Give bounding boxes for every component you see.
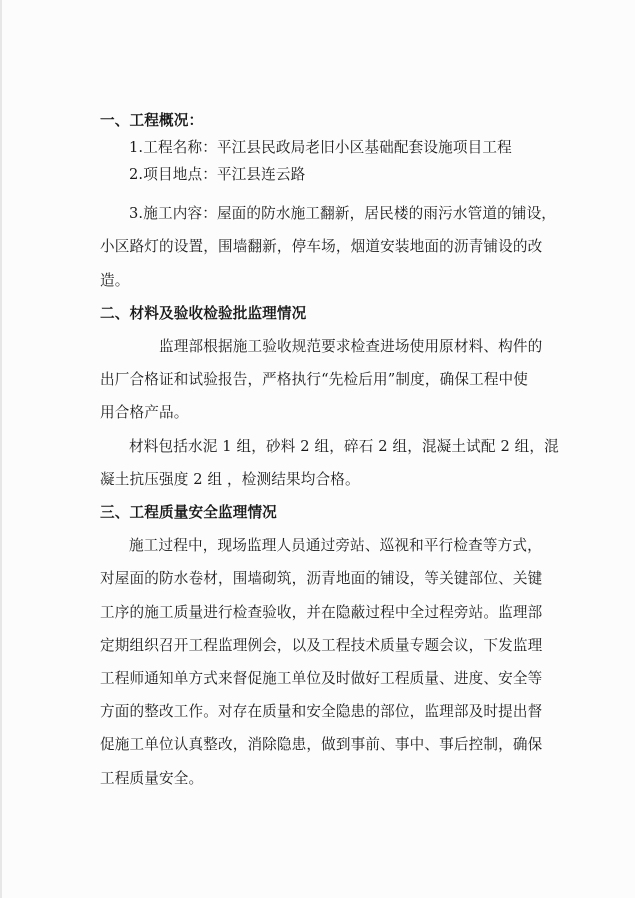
section-1-heading: 一、工程概况：	[100, 112, 204, 129]
materials-paragraph-line-2: 出厂合格证和试验报告，严格执行“先检后用”制度，确保工程中使	[100, 371, 529, 388]
materials-paragraph-line-3: 用合格产品。	[100, 404, 189, 421]
quality-safety-line-8: 工程质量安全。	[100, 770, 204, 787]
section-2-heading: 二、材料及验收检验批监理情况	[100, 305, 307, 322]
section-3-heading: 三、工程质量安全监理情况	[100, 504, 277, 521]
quality-safety-line-6: 方面的整改工作。对存在质量和安全隐患的部位，监理部及时提出督	[100, 703, 543, 720]
materials-list-line-1: 材料包括水泥 1 组，砂料 2 组，碎石 2 组，混凝土试配 2 组，混	[129, 438, 559, 455]
quality-safety-line-7: 促施工单位认真整改，消除隐患，做到事前、事中、事后控制，确保	[100, 736, 543, 753]
construction-content-line-2: 小区路灯的设置，围墙翻新，停车场，烟道安装地面的沥青铺设的改	[100, 238, 543, 255]
project-location-line: 2.项目地点：平江县连云路	[129, 166, 306, 183]
quality-safety-line-5: 工程师通知单方式来督促施工单位及时做好工程质量、进度、安全等	[100, 670, 543, 687]
scan-edge	[0, 0, 2, 898]
quality-safety-line-3: 工序的施工质量进行检查验收，并在隐蔽过程中全过程旁站。监理部	[100, 604, 543, 621]
materials-paragraph-line-1: 监理部根据施工验收规范要求检查进场使用原材料、构件的	[159, 338, 543, 355]
project-name-line: 1.工程名称：平江县民政局老旧小区基础配套设施项目工程	[129, 139, 512, 156]
quality-safety-line-1: 施工过程中，现场监理人员通过旁站、巡视和平行检查等方式，	[129, 537, 542, 554]
quality-safety-line-2: 对屋面的防水卷材，围墙砌筑，沥青地面的铺设，等关键部位、关键	[100, 570, 543, 587]
construction-content-line-3: 造。	[100, 272, 130, 289]
construction-content-line-1: 3.施工内容：屋面的防水施工翻新，居民楼的雨污水管道的铺设，	[129, 205, 557, 222]
materials-list-line-2: 凝土抗压强度 2 组 ，检测结果均合格。	[100, 471, 360, 488]
quality-safety-line-4: 定期组织召开工程监理例会，以及工程技术质量专题会议，下发监理	[100, 637, 543, 654]
